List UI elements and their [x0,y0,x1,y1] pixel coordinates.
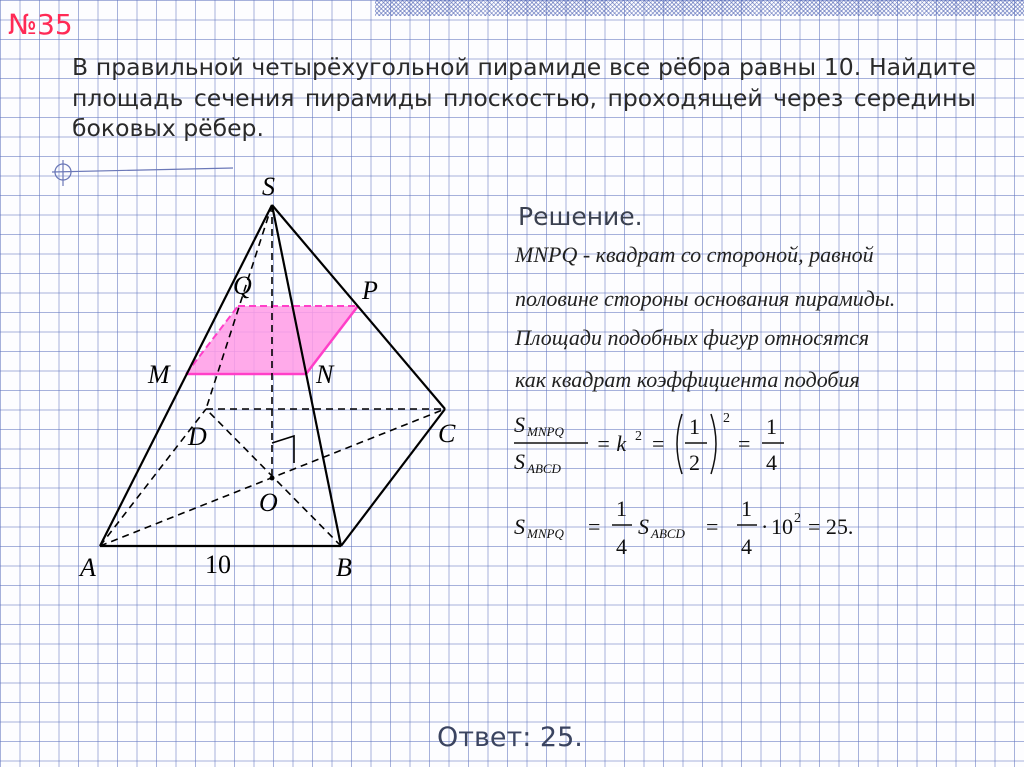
svg-text:S: S [514,412,525,437]
svg-text:4: 4 [766,450,777,475]
svg-text:2: 2 [794,511,801,526]
svg-text:MNPQ: MNPQ [527,526,564,541]
svg-text:S: S [514,514,525,539]
svg-text:1: 1 [766,414,777,439]
label-edge-length: 10 [205,550,231,579]
svg-text:S: S [514,449,525,474]
problem-statement: В правильной четырёхугольной пирамиде все рёбра равны 10. Найдите площадь сечения пирамиды плоскостью, проходящей через середины боковых рёбер. [72,53,976,142]
svg-text:1: 1 [741,496,752,521]
label-n: N [316,360,334,389]
label-s: S [262,172,275,201]
formula-area [508,492,878,572]
svg-text:ABCD: ABCD [651,526,685,541]
solution-line-4: как квадрат коэффициента подобия [515,367,860,392]
point-o [270,476,275,481]
label-q: Q [233,271,252,300]
label-d: D [188,422,207,451]
svg-text:=: = [588,514,601,539]
label-c: C [438,419,456,448]
label-a: A [80,553,96,582]
formula-ratio [508,402,808,492]
right-angle-mark [272,436,294,463]
svg-text:4: 4 [741,534,752,559]
svg-text:1: 1 [689,414,700,439]
label-m: M [148,360,170,389]
svg-text:4: 4 [616,534,627,559]
label-p: P [362,276,378,305]
svg-text:MNPQ: MNPQ [527,424,564,439]
svg-text:ABCD: ABCD [527,461,561,476]
svg-text:2: 2 [723,411,730,426]
problem-number: №35 [8,8,73,41]
svg-text:=: = [652,431,665,456]
svg-text:= k: = k [596,431,627,456]
svg-text:=: = [738,431,751,456]
label-b: B [336,553,352,582]
svg-text:·: · [761,514,769,539]
solution-line-1: MNPQ - квадрат со стороной, равной [515,242,874,267]
label-o: O [259,488,278,517]
edge-sa [100,205,272,546]
svg-text:2: 2 [689,450,700,475]
solution-title: Решение. [518,202,643,231]
svg-text:= 25.: = 25. [808,514,854,539]
solution-line-3: Площади подобных фигур относятся [515,325,870,350]
svg-text:=: = [706,514,719,539]
svg-text:2: 2 [635,429,642,444]
svg-text:S: S [638,514,649,539]
svg-text:1: 1 [616,496,627,521]
solution-line-2: половине стороны основания пирамиды. [515,286,896,311]
answer: Ответ: 25. [437,722,583,753]
svg-text:10: 10 [771,514,793,539]
